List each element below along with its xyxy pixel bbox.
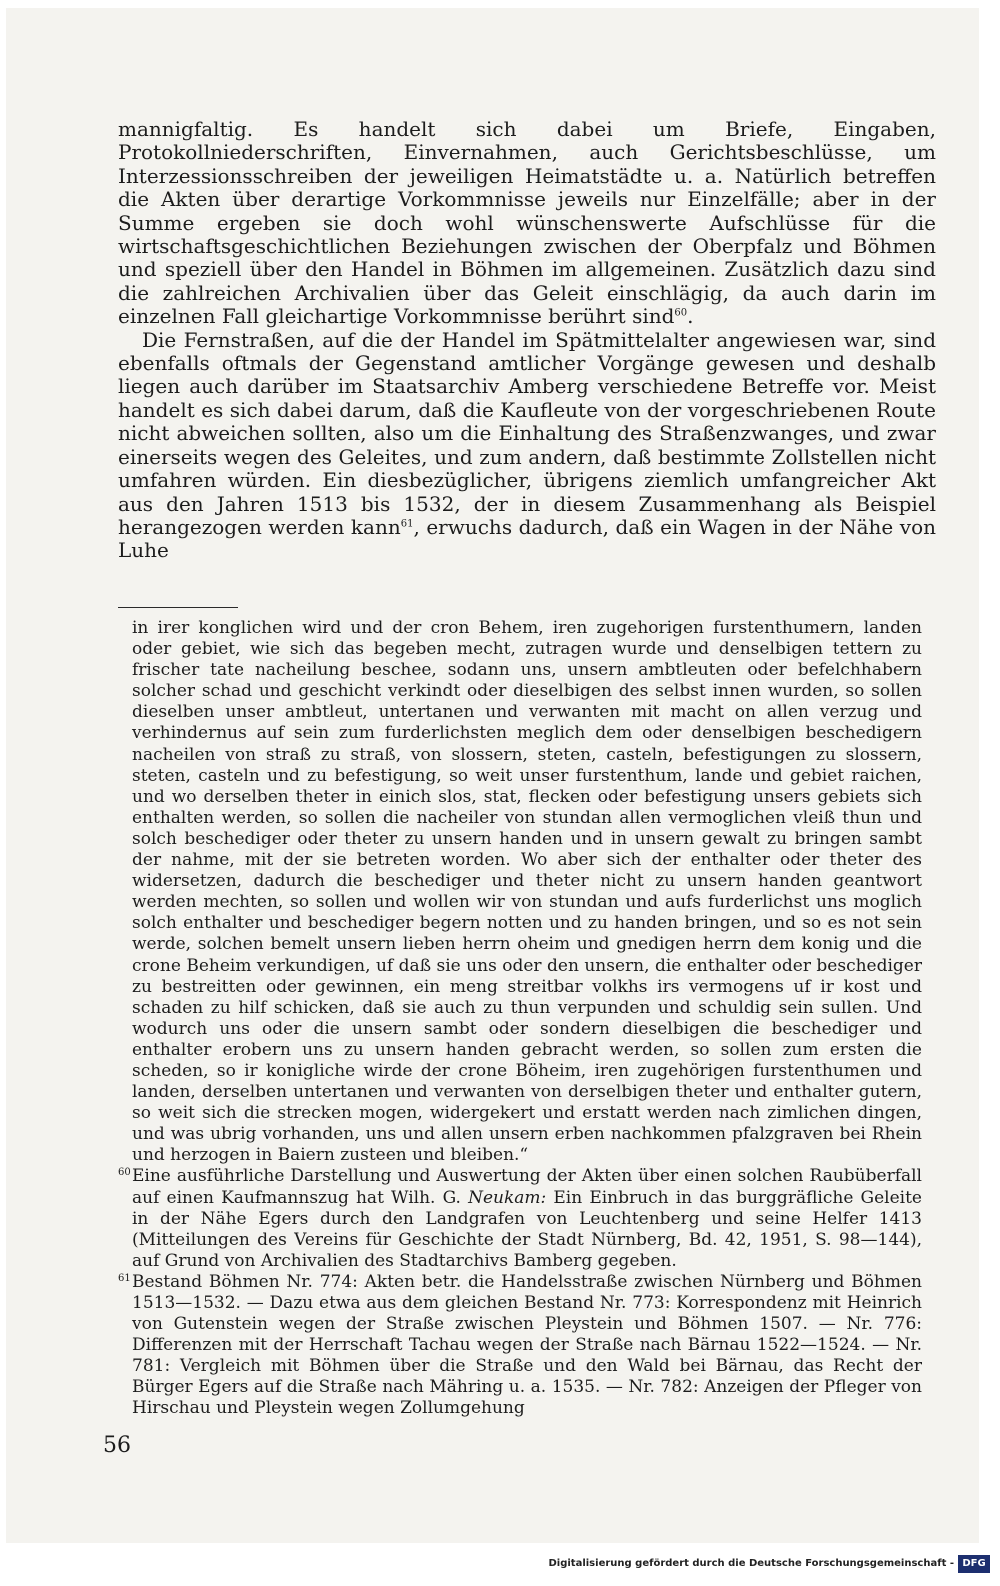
page-number: 56 — [103, 1433, 131, 1458]
footnote-61 — [118, 1271, 922, 1420]
footnote-ref-60: 60 — [674, 307, 688, 319]
footnote-60-text: Eine ausführliche Darstellung und Auswertung der Akten über einen solchen Raubüberfall auf einen Kaufmannszug hat Wilh. G. — [132, 1166, 922, 1208]
footnote-60-rest: Ein Einbruch in das burggräfliche Geleite in der Nähe Egers durch den Landgrafen von Leuchtenberg und seine Helfer 1413 (Mitteilungen des Vereins für Geschichte der Stadt Nürnberg, Bd. 42, 1951, S. 98—144), auf Grund von Archivalien des Stadtarchivs Bamberg gegeben. — [132, 1187, 922, 1271]
footnote-60-mark: 60 — [118, 1167, 131, 1179]
footnotes — [118, 618, 922, 1420]
paragraph-1 — [118, 118, 936, 329]
footnote-ref-61: 61 — [400, 518, 414, 530]
footnote-separator — [118, 607, 238, 608]
footnote-61-text: Bestand Böhmen Nr. 774: Akten betr. die Handelsstraße zwischen Nürnberg und Böhmen 1513—1532. — Dazu etwa aus dem gleichen Bestand Nr. 773: Korrespondenz mit Heinrich von Gutenstein wegen der Straße zwischen Pleystein und Böhmen 1507. — Nr. 776: Differenzen mit der Herrschaft Tachau wegen der Straße nach Bärnau 1522—1524. — Nr. 781: Vergleich mit Böhmen über die Straße und den Wald bei Bärnau, das Recht der Bürger Egers auf die Straße nach Mähring u. a. 1535. — Nr. 782: Anzeigen der Pfleger von Hirschau und Pleystein wegen Zollumgehung — [132, 1271, 922, 1419]
main-text — [118, 118, 936, 563]
quoted-document: in irer konglichen wird und der cron Behem, iren zugehorigen furstenthumern, landen oder gebiet, wie sich das begeben mecht, zutragen wurde und denselbigen tettern zu frischer tate nacheilung beschee, sodann uns, unsern ambtleuten oder befelchhabern solcher schad und geschicht verkindt oder dieselbigen des selbst innen wurden, so sollen dieselben unser ambtleut, untertanen und verwanten mit macht on allen verzug und verhindernus auf sein zum furderlichsten meglich dem oder denselbigen beschedigern nacheilen von straß zu straß, von slossern, steten, casteln, befestigungen zu slossern, steten, casteln und zu befestigung, so weit unser furstenthum, lande und gebiet raichen, und wo derselben theter in einich slos, stat, flecken oder befestigung unsers gebiets sich enthalten werden, so sollen die nacheiler von stundan allen vermoglichen vleiß thun und solch beschediger oder theter zu unsern handen und in unsern gewalt zu bringen sambt der nahme, mit der sie betreten worden. Wo aber sich der enthalter oder theter des widersetzen, dadurch die beschediger und theter nicht zu unsern handen geantwort werden mechten, so sollen und wollen wir von stundan und aufs furderlichst uns moglich solch enthalter und beschediger begern notten und zu handen bringen, und so es not sein werde, solchen bemelt unsern lieben herrn oheim und gnedigen herrn dem konig und die crone Beheim verkundigen, uf daß sie uns oder den unsern, die enthalter oder beschediger zu bestreitten oder gewinnen, ein meng streitbar volkhs irs vermogens uf ir kost und schaden zu hilf schicken, daß sie auch zu thun verpunden und schuldig sein sullen. Und wodurch uns oder die unsern sambt oder sondern dieselbigen die beschediger und enthalter erobern uns zu unsern handen gebracht werden, so sollen zum ersten die scheden, so ir konigliche wirde der crone Böheim, iren zugehörigen furstenthumen und landen, derselben untertanen und verwanten von derselbigen theter und enthalter gutern, so weit sich die strecken mogen, widergekert und erstatt werden nach zimlichen dingen, und was ubrig vorhanden, uns und allen unsern erben nachkommen pfalzgraven bei Rhein und herzogen in Baiern zusteen und bleiben.“ — [132, 618, 922, 1166]
dfg-logo: DFG — [958, 1555, 990, 1573]
paragraph-2 — [118, 329, 936, 563]
footnote-61-mark: 61 — [118, 1272, 131, 1284]
footnote-60 — [118, 1166, 922, 1271]
paragraph-2-tail: , erwuchs dadurch, daß ein Wagen in der Nähe von Luhe — [118, 514, 936, 563]
paragraph-1-text: mannigfaltig. Es handelt sich dabei um Briefe, Eingaben, Protokollniederschriften, Einvernahmen, auch Gerichtsbeschlüsse, um Interzessionsschreiben der jeweiligen Heimatstädte u. a. Natürlich betreffen die Akten über derartige Vorkommnisse jeweils nur Einzelfälle; aber in der Summe ergeben sie doch wohl wünschenswerte Aufschlüsse für die wirtschaftsgeschichtlichen Beziehungen zwischen der Oberpfalz und Böhmen und speziell über den Handel in Böhmen im allgemeinen. Zusätzlich dazu sind die zahlreichen Archivalien über das Geleit einschlägig, da auch darin im einzelnen Fall gleichartige Vorkommnisse berührt sind — [118, 117, 936, 329]
paragraph-2-text: Die Fernstraßen, auf die der Handel im Spätmittelalter angewiesen war, sind ebenfalls oftmals der Gegenstand amtlicher Vorgänge gewesen und deshalb liegen auch darüber im Staatsarchiv Amberg verschiedene Betreffe vor. Meist handelt es sich dabei darum, daß die Kaufleute von der vorgeschriebenen Route nicht abweichen sollten, also um die Einhaltung des Straßenzwanges, und zwar einerseits wegen des Geleites, und zum andern, daß bestimmte Zollstellen nicht umfahren würden. Ein diesbezüglicher, übrigens ziemlich umfangreicher Akt aus den Jahren 1513 bis 1532, der in diesem Zusammenhang als Beispiel herangezogen werden kann — [118, 327, 936, 539]
paragraph-1-tail: . — [687, 304, 694, 329]
funding-credit: Digitalisierung gefördert durch die Deutsche Forschungsgemeinschaft - — [548, 1558, 954, 1569]
footnote-60-author: Neukam: — [468, 1187, 547, 1208]
